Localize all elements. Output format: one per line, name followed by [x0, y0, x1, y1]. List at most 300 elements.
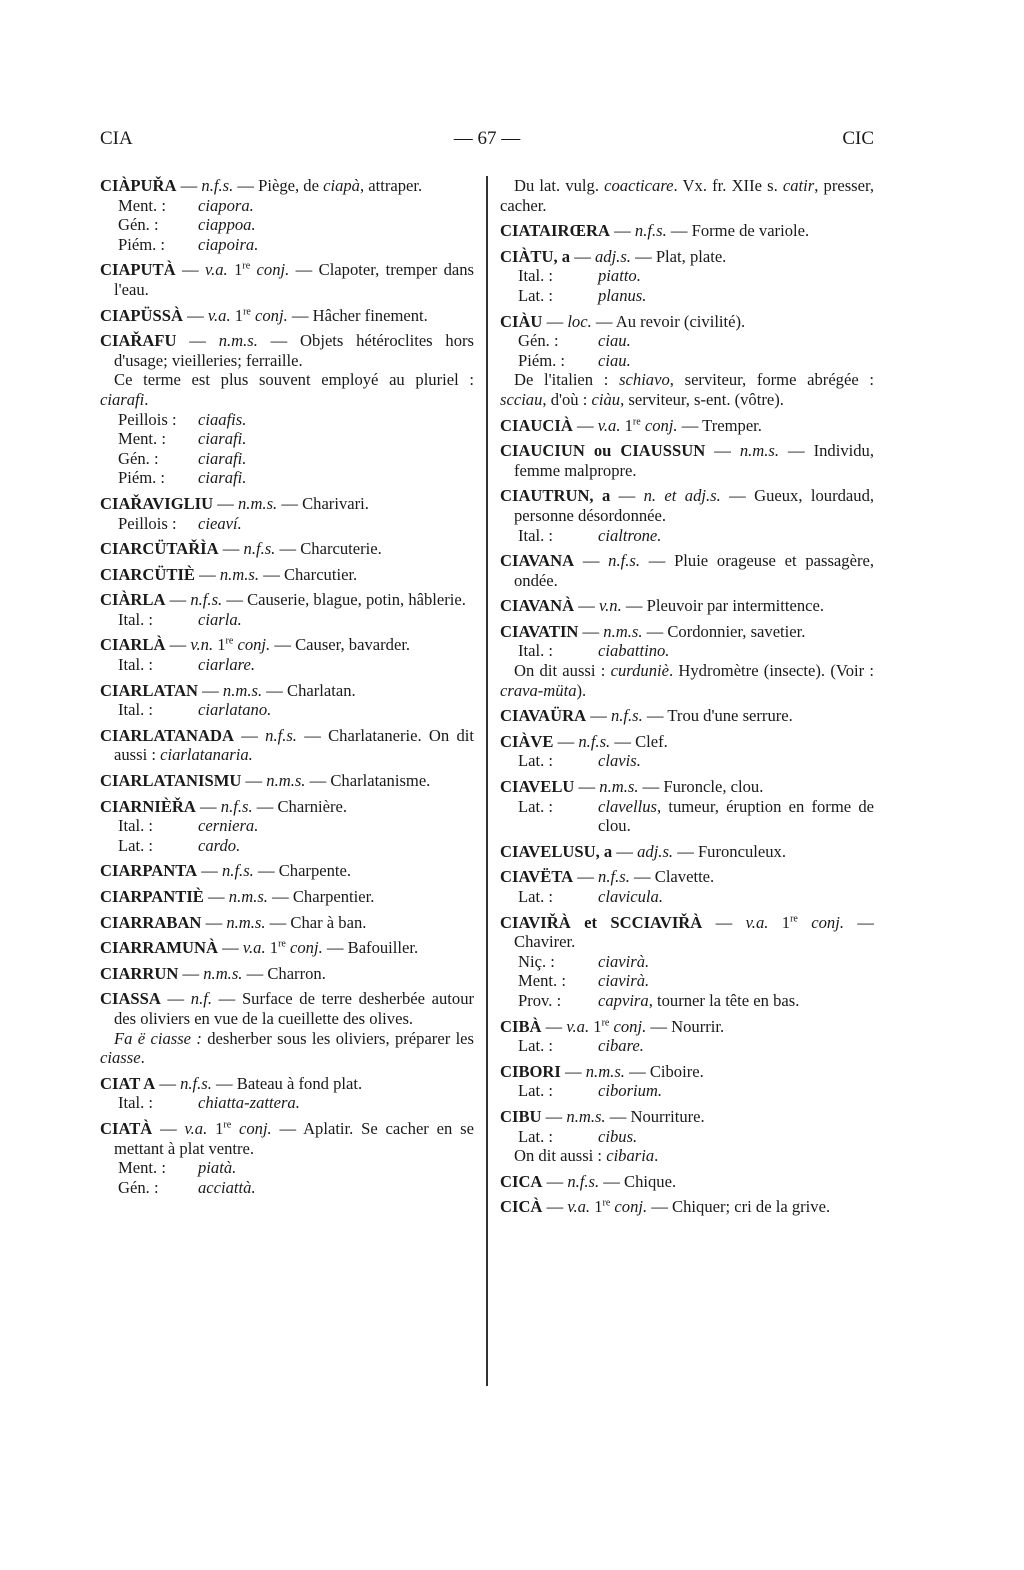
- definition: Clapoter, tremper dans l'eau.: [114, 260, 475, 299]
- dictionary-entry: [500, 706, 874, 726]
- variant-label: Piém. :: [118, 234, 166, 254]
- variant-word: clavellus: [598, 796, 657, 816]
- variant-value: [598, 1127, 874, 1147]
- dictionary-entry: [500, 1107, 874, 1166]
- part-of-speech: n.m.s.: [603, 621, 643, 641]
- definition: Chavirer.: [514, 932, 576, 952]
- headword: CIARLÀ: [100, 635, 166, 655]
- dictionary-entry: [500, 622, 874, 700]
- part-of-speech: n.f.s.: [180, 1073, 212, 1093]
- dialect-variant: [500, 641, 874, 661]
- definition: Plat, plate.: [655, 246, 727, 266]
- variant-value: [198, 514, 474, 534]
- entry-line: CIARLATANISMU — n.m.s. — Charlatanisme.: [100, 771, 431, 791]
- variant-value: [198, 215, 474, 235]
- dictionary-entry: [100, 539, 474, 559]
- definition: Charpente.: [278, 861, 352, 881]
- entry-line: CIATAIRŒRA — n.f.s. — Forme de variole.: [500, 221, 810, 241]
- definition: Charlatanisme.: [330, 771, 431, 791]
- note-text: desherber sous les oliviers, préparer les: [201, 1028, 475, 1048]
- variant-word: ciarlare.: [198, 655, 255, 675]
- note-text: .: [140, 1048, 145, 1068]
- variant-value: [198, 410, 474, 430]
- dialect-variant: [100, 449, 474, 469]
- dialect-variant: [500, 797, 874, 836]
- dictionary-entry: [100, 913, 474, 933]
- definition: Charpentier.: [292, 887, 375, 906]
- note-italic: cibaria: [606, 1146, 655, 1166]
- part-of-speech: n.f.s.: [598, 867, 630, 887]
- headword: CIAVANA: [500, 551, 575, 571]
- part-of-speech: n.f.: [190, 989, 213, 1009]
- variant-word: clavicula.: [598, 887, 663, 906]
- entry-line: CIAT A — n.f.s. — Bateau à fond plat.: [100, 1073, 363, 1093]
- definition: Nourrir.: [671, 1016, 725, 1036]
- headword: CIARLATANADA: [100, 725, 234, 745]
- entry-line: CIBU — n.m.s. — Nourriture.: [500, 1106, 705, 1126]
- definition: Gueux, lourdaud, personne désordonnée.: [514, 486, 875, 525]
- variant-value: [198, 468, 474, 488]
- entry-line: CIÀVE — n.f.s. — Clef.: [500, 731, 668, 751]
- dialect-variant: [100, 410, 474, 430]
- variant-value: [598, 751, 874, 771]
- headword: CIARRUN: [100, 963, 179, 983]
- variant-word: cibus.: [598, 1126, 638, 1146]
- variant-value: [198, 610, 474, 630]
- headword: CIARLATANISMU: [100, 771, 242, 791]
- headword: CIAUTRUN, a: [500, 486, 611, 506]
- headword: CIBÀ: [500, 1016, 542, 1036]
- headword: CIARRAMUNÀ: [100, 938, 218, 958]
- note-text: , d'où :: [542, 389, 592, 409]
- part-of-speech: n.f.s.: [567, 1171, 600, 1191]
- definition: Charlatanerie. On dit aussi :: [114, 725, 474, 765]
- dictionary-entry: [100, 989, 474, 1067]
- part-of-speech: n.m.s.: [238, 493, 278, 513]
- entry-line: CIATÀ — v.a. 1re conj. — Aplatir. Se cacher en se mettant à plat ventre.: [100, 1118, 474, 1158]
- dictionary-entry: [100, 260, 474, 299]
- variant-value: [598, 286, 874, 306]
- part-of-speech: n.m.s.: [228, 887, 268, 906]
- variant-word: clavis.: [598, 751, 641, 771]
- variant-word: ciapoira.: [198, 234, 259, 254]
- part-of-speech: n.m.s.: [203, 963, 243, 983]
- entry-line: CIAPÜSSÀ — v.a. 1re conj. — Hâcher finement.: [100, 305, 428, 325]
- note-italic: Fa ë ciasse :: [114, 1028, 202, 1048]
- variant-label: Lat. :: [518, 1081, 554, 1101]
- part-of-speech: v.n.: [598, 596, 622, 616]
- dictionary-entry: [100, 726, 474, 765]
- variant-label: Peillois :: [118, 513, 177, 533]
- entry-line: CIAVELUSU, a — adj.s. — Furonculeux.: [500, 841, 786, 861]
- dialect-variant: [500, 991, 874, 1011]
- dictionary-entry: [100, 635, 474, 674]
- dialect-variant: [100, 700, 474, 720]
- definition: Furonculeux.: [697, 841, 786, 861]
- entry-line: CIAVANA — n.f.s. — Pluie orageuse et passagère, ondée.: [500, 551, 874, 590]
- definition: Char à ban.: [290, 912, 367, 932]
- entry-line: CIARLATAN — n.m.s. — Charlatan.: [100, 680, 356, 700]
- part-of-speech: n.m.s.: [222, 680, 263, 700]
- entry-line: CIAŘAVIGLIU — n.m.s. — Charivari.: [100, 493, 369, 513]
- part-of-speech: n.m.s.: [219, 564, 260, 584]
- variant-label: Ital. :: [518, 525, 554, 545]
- variant-word: cibare.: [598, 1036, 644, 1056]
- headword: CICA: [500, 1171, 543, 1191]
- variant-value: [198, 836, 474, 856]
- variant-word: cardo.: [198, 835, 241, 855]
- definition: Charlatan.: [287, 680, 356, 700]
- definition: Clef.: [635, 731, 668, 751]
- variant-value: [598, 266, 874, 286]
- variant-label: Ment. :: [118, 1158, 166, 1178]
- entry-line: CIARLÀ — v.n. 1re conj. — Causer, bavarder.: [100, 635, 411, 655]
- note-text: De l'italien :: [514, 370, 620, 390]
- page-number: — 67 —: [453, 128, 521, 149]
- variant-word: ciaafis.: [198, 409, 247, 429]
- variant-value: [198, 700, 474, 720]
- part-of-speech: adj.s.: [594, 246, 631, 266]
- entry-line: CIARPANTA — n.f.s. — Charpente.: [100, 861, 352, 881]
- variant-word: ciau.: [598, 350, 631, 370]
- variant-label: Ment. :: [518, 971, 566, 991]
- entry-line: CIBORI — n.m.s. — Ciboire.: [500, 1061, 704, 1081]
- dictionary-entry: [500, 247, 874, 306]
- variant-word: capvira: [598, 990, 649, 1010]
- note-text: , serviteur, forme abrégée :: [669, 370, 874, 390]
- part-of-speech: n.f.s.: [243, 539, 276, 559]
- definition-italic: ciarlatanaria.: [160, 745, 253, 765]
- part-of-speech: n.f.s.: [201, 176, 234, 195]
- note-text: On dit aussi :: [514, 661, 611, 681]
- variant-label: Gén. :: [118, 215, 159, 235]
- part-of-speech: v.a. 1re conj.: [745, 912, 844, 932]
- variant-word: ciavirà.: [598, 971, 650, 991]
- dictionary-entry: [500, 551, 874, 590]
- entry-line: CIARPANTIÈ — n.m.s. — Charpentier.: [100, 887, 375, 906]
- note-text: On dit aussi :: [514, 1146, 607, 1166]
- dialect-variant: [100, 816, 474, 836]
- header-right-guideword: CIC: [842, 128, 874, 149]
- entry-note: Ce terme est plus souvent employé au pluriel : ciarafi.: [100, 370, 474, 409]
- headword: CIAVËTA: [500, 867, 574, 887]
- variant-label: Ment. :: [118, 429, 166, 449]
- definition: Pleuvoir par intermittence.: [646, 596, 825, 616]
- dictionary-entry: [500, 416, 874, 436]
- definition: Forme de variole.: [691, 221, 810, 241]
- entry-line: CICA — n.f.s. — Chique.: [500, 1171, 677, 1191]
- part-of-speech: n.m.s.: [739, 441, 779, 461]
- entry-line: CIASSA — n.f. — Surface de terre desherbée autour des oliviers en vue de la cueillette des olives.: [100, 989, 475, 1028]
- headword: CIAPÜSSÀ: [100, 305, 183, 325]
- part-of-speech: n.f.s.: [634, 221, 667, 241]
- headword: CIÀU: [500, 311, 543, 331]
- variant-label: Lat. :: [118, 835, 154, 855]
- dictionary-entry: [100, 771, 474, 791]
- variant-word: ciavirà.: [598, 951, 650, 971]
- dialect-variant: [500, 1036, 874, 1056]
- continuation-text: Du lat. vulg. coacticare. Vx. fr. XIIe s. catir, presser, cacher.: [500, 176, 874, 215]
- dialect-variant: [500, 1081, 874, 1101]
- variant-word: planus.: [598, 285, 647, 305]
- variant-word: ciarafi.: [198, 448, 247, 468]
- variant-value: [598, 887, 874, 907]
- dictionary-entry: [500, 732, 874, 771]
- headword: CIATAIRŒRA: [500, 221, 611, 241]
- dictionary-entry: [100, 797, 474, 856]
- entry-line: CIAVAÜRA — n.f.s. — Trou d'une serrure.: [500, 706, 793, 726]
- definition: Bateau à fond plat.: [236, 1073, 363, 1093]
- definition: Charivari.: [302, 493, 369, 513]
- entry-line: CIARNIÈŘA — n.f.s. — Charnière.: [100, 796, 348, 816]
- headword: CIBU: [500, 1106, 542, 1126]
- variant-label: Gén. :: [118, 448, 159, 468]
- variant-label: Lat. :: [518, 285, 554, 305]
- dictionary-entry: [100, 964, 474, 984]
- entry-line: CIÀTU, a — adj.s. — Plat, plate.: [500, 246, 727, 266]
- dictionary-entry: [100, 331, 474, 488]
- headword: CIAŘAFU: [100, 331, 177, 351]
- definition: Au revoir (civilité).: [615, 311, 746, 331]
- dictionary-entry: [500, 312, 874, 410]
- variant-label: Gén. :: [118, 1177, 159, 1197]
- variant-value: [598, 1036, 874, 1056]
- variant-label: Peillois :: [118, 409, 177, 429]
- dialect-variant: [100, 215, 474, 235]
- note-italic: schiavo: [619, 370, 670, 390]
- definition: Hâcher finement.: [312, 305, 428, 325]
- variant-label: Ital. :: [118, 700, 154, 720]
- headword: CICÀ: [500, 1197, 543, 1217]
- headword: CIAVELUSU, a: [500, 841, 613, 861]
- entry-line: CIAPUTÀ — v.a. 1re conj. — Clapoter, tremper dans l'eau.: [100, 260, 475, 299]
- part-of-speech: v.a. 1re conj.: [566, 1016, 647, 1036]
- dialect-variant: [500, 266, 874, 286]
- part-of-speech: n.f.s.: [222, 861, 254, 881]
- definition: , attraper.: [359, 176, 423, 195]
- entry-note: [500, 1146, 874, 1166]
- headword: CIARPANTA: [100, 861, 198, 881]
- definition: Objets hétéroclites hors d'usage; vieilleries; ferraille.: [114, 331, 474, 370]
- entry-line: CIAVËTA — n.f.s. — Clavette.: [500, 867, 715, 887]
- dialect-variant: [500, 331, 874, 351]
- note-text: , serviteur, s-ent. (vôtre).: [620, 389, 784, 409]
- definition: Charnière.: [277, 796, 348, 816]
- headword: CIARCÜTAŘÌA: [100, 539, 219, 559]
- definition: Pluie orageuse et passagère, ondée.: [514, 551, 874, 590]
- entry-line: CIAVATIN — n.m.s. — Cordonnier, savetier.: [500, 621, 806, 641]
- variant-label: Piém. :: [518, 350, 566, 370]
- headword: CIAUCIUN ou CIAUSSUN: [500, 441, 706, 461]
- dictionary-entry: [500, 1017, 874, 1056]
- variant-label: Lat. :: [518, 1036, 554, 1056]
- part-of-speech: n.m.s.: [218, 331, 258, 351]
- right-column: [500, 176, 874, 1223]
- dialect-variant: [100, 429, 474, 449]
- variant-value: [598, 351, 874, 371]
- dictionary-entry: [100, 681, 474, 720]
- definition: Piège, de: [258, 176, 324, 195]
- dictionary-entry: [100, 887, 474, 907]
- variant-value: [598, 971, 874, 991]
- variant-value: [198, 1093, 474, 1113]
- part-of-speech: n.m.s.: [566, 1106, 606, 1126]
- variant-label: Ital. :: [518, 266, 554, 286]
- variant-word: ciarlatano.: [198, 700, 272, 720]
- variant-value: [198, 1178, 474, 1198]
- variant-label: Niç. :: [518, 951, 555, 971]
- note-italic: ciasse: [100, 1048, 141, 1068]
- variant-word: chiatta-zattera.: [198, 1093, 300, 1113]
- definition: Charcuterie.: [300, 539, 382, 559]
- definition: Ciboire.: [649, 1061, 704, 1081]
- dictionary-entry: [500, 441, 874, 480]
- definition: Nourriture.: [630, 1106, 705, 1126]
- part-of-speech: n.f.s.: [610, 706, 643, 726]
- variant-label: Ital. :: [118, 816, 154, 836]
- entry-line: CIARCÜTIÈ — n.m.s. — Charcutier.: [100, 564, 358, 584]
- dictionary-entry: [500, 1172, 874, 1192]
- headword: CIBORI: [500, 1061, 561, 1081]
- variant-value: [598, 526, 874, 546]
- variant-value: [598, 991, 874, 1011]
- definition: Individu, femme malpropre.: [514, 441, 874, 480]
- variant-label: Lat. :: [518, 751, 554, 771]
- entry-line: CICÀ — v.a. 1re conj. — Chiquer; cri de la grive.: [500, 1197, 831, 1217]
- part-of-speech: n.f.s.: [190, 590, 223, 610]
- definition: Furoncle, clou.: [663, 777, 764, 797]
- dictionary-entry: [100, 565, 474, 585]
- entry-line: CIARCÜTAŘÌA — n.f.s. — Charcuterie.: [100, 539, 382, 559]
- dialect-variant: [500, 286, 874, 306]
- variant-label: Prov. :: [518, 990, 562, 1010]
- headword: CIAUCIÀ: [500, 415, 573, 435]
- left-column: [100, 176, 474, 1203]
- dictionary-entry: [500, 777, 874, 836]
- definition: Chiquer; cri de la grive.: [672, 1197, 831, 1217]
- entry-line: CIAUCIUN ou CIAUSSUN — n.m.s. — Individu, femme malpropre.: [500, 441, 874, 480]
- dialect-variant: [100, 1178, 474, 1198]
- header-left-guideword: CIA: [100, 128, 133, 149]
- note-italic: crava-müta: [500, 680, 577, 700]
- variant-label: Lat. :: [518, 1126, 554, 1146]
- variant-word: ciapora.: [198, 195, 254, 215]
- dictionary-entry: [100, 1119, 474, 1197]
- variant-word: acciattà.: [198, 1177, 256, 1197]
- entry-note: [500, 661, 874, 700]
- variant-word: cerniera.: [198, 816, 259, 836]
- dictionary-entry: [100, 938, 474, 958]
- headword: CIAVIŘÀ et SCCIAVIŘÀ: [500, 912, 703, 932]
- variant-label: Gén. :: [518, 331, 559, 351]
- right-entries: [500, 221, 874, 1217]
- dictionary-entry: [500, 221, 874, 241]
- dialect-variant: [100, 514, 474, 534]
- entry-note: [100, 1029, 474, 1068]
- part-of-speech: n.m.s.: [585, 1061, 625, 1081]
- dictionary-entry: [100, 1074, 474, 1113]
- entry-line: CIÀRLA — n.f.s. — Causerie, blague, potin, hâblerie.: [100, 590, 466, 610]
- headword: CIARCÜTIÈ: [100, 564, 195, 584]
- note-text: Ce terme est plus souvent employé au pluriel :: [114, 370, 474, 390]
- part-of-speech: n.f.s.: [220, 796, 253, 816]
- variant-gloss: , tumeur, éruption en forme de clou.: [598, 796, 874, 836]
- part-of-speech: n.f.s.: [265, 725, 297, 745]
- headword: CIAVANÀ: [500, 596, 575, 616]
- dictionary-entry: [500, 867, 874, 906]
- variant-value: [598, 797, 874, 836]
- headword: CIARPANTIÈ: [100, 887, 204, 906]
- variant-word: ciau.: [598, 331, 631, 351]
- entry-line: CIAVELU — n.m.s. — Furoncle, clou.: [500, 777, 764, 797]
- headword: CIÀVE: [500, 731, 554, 751]
- headword: CIAŘAVIGLIU: [100, 493, 214, 513]
- variant-label: Ital. :: [118, 655, 154, 675]
- variant-word: ciarafi.: [198, 429, 247, 449]
- part-of-speech: n.m.s.: [226, 912, 266, 932]
- headword: CIAT A: [100, 1073, 156, 1093]
- part-of-speech: v.a. 1re conj.: [207, 305, 288, 325]
- headword: CIATÀ: [100, 1118, 153, 1138]
- variant-word: cialtrone.: [598, 525, 662, 545]
- dictionary-entry: [500, 1062, 874, 1101]
- definition: Clavette.: [654, 867, 715, 887]
- headword: CIÀTU, a: [500, 246, 571, 266]
- entry-line: CIAUCIÀ — v.a. 1re conj. — Tremper.: [500, 415, 762, 435]
- variant-label: Piém. :: [118, 468, 166, 488]
- variant-label: Lat. :: [518, 796, 554, 816]
- note-italic: ciàu: [591, 389, 621, 409]
- variant-label: Ital. :: [118, 1093, 154, 1113]
- variant-value: [198, 1158, 474, 1178]
- variant-value: [598, 641, 874, 661]
- definition: Charcutier.: [283, 564, 358, 584]
- dialect-variant: [500, 351, 874, 371]
- dictionary-entry: [500, 913, 874, 1011]
- variant-value: [198, 196, 474, 216]
- part-of-speech: v.a. 1re conj.: [204, 260, 290, 280]
- headword: CIÀPUŘA: [100, 176, 177, 195]
- part-of-speech: loc.: [567, 311, 592, 331]
- headword: CIÀRLA: [100, 590, 166, 610]
- variant-value: [198, 816, 474, 836]
- dialect-variant: [100, 1093, 474, 1113]
- entry-line: CIBÀ — v.a. 1re conj. — Nourrir.: [500, 1016, 725, 1036]
- headword: CIAVATIN: [500, 621, 579, 641]
- note-italic: scciau: [500, 389, 543, 409]
- entry-line: CIARLATANADA — n.f.s. — Charlatanerie. On dit aussi : ciarlatanaria.: [100, 725, 474, 765]
- variant-label: Lat. :: [518, 887, 554, 906]
- headword: CIARLATAN: [100, 680, 199, 700]
- dialect-variant: [100, 610, 474, 630]
- entry-line: CIARRABAN — n.m.s. — Char à ban.: [100, 912, 367, 932]
- definition: Aplatir. Se cacher en se mettant à plat ventre.: [114, 1118, 474, 1158]
- part-of-speech: v.a. 1re conj.: [567, 1197, 648, 1217]
- variant-word: ciborium.: [598, 1081, 663, 1101]
- entry-note: [500, 370, 874, 409]
- variant-word: piatà.: [198, 1158, 237, 1178]
- dialect-variant: [500, 1127, 874, 1147]
- dialect-variant: [100, 836, 474, 856]
- part-of-speech: n.f.s.: [578, 731, 611, 751]
- variant-word: ciarafi.: [198, 468, 247, 488]
- variant-word: piatto.: [598, 266, 641, 286]
- entry-line: CIAUTRUN, a — n. et adj.s. — Gueux, lourdaud, personne désordonnée.: [500, 486, 875, 525]
- part-of-speech: v.a. 1re conj.: [242, 938, 323, 958]
- definition: Tremper.: [702, 415, 762, 435]
- definition: Chique.: [624, 1171, 677, 1191]
- variant-word: ciappoa.: [198, 215, 256, 235]
